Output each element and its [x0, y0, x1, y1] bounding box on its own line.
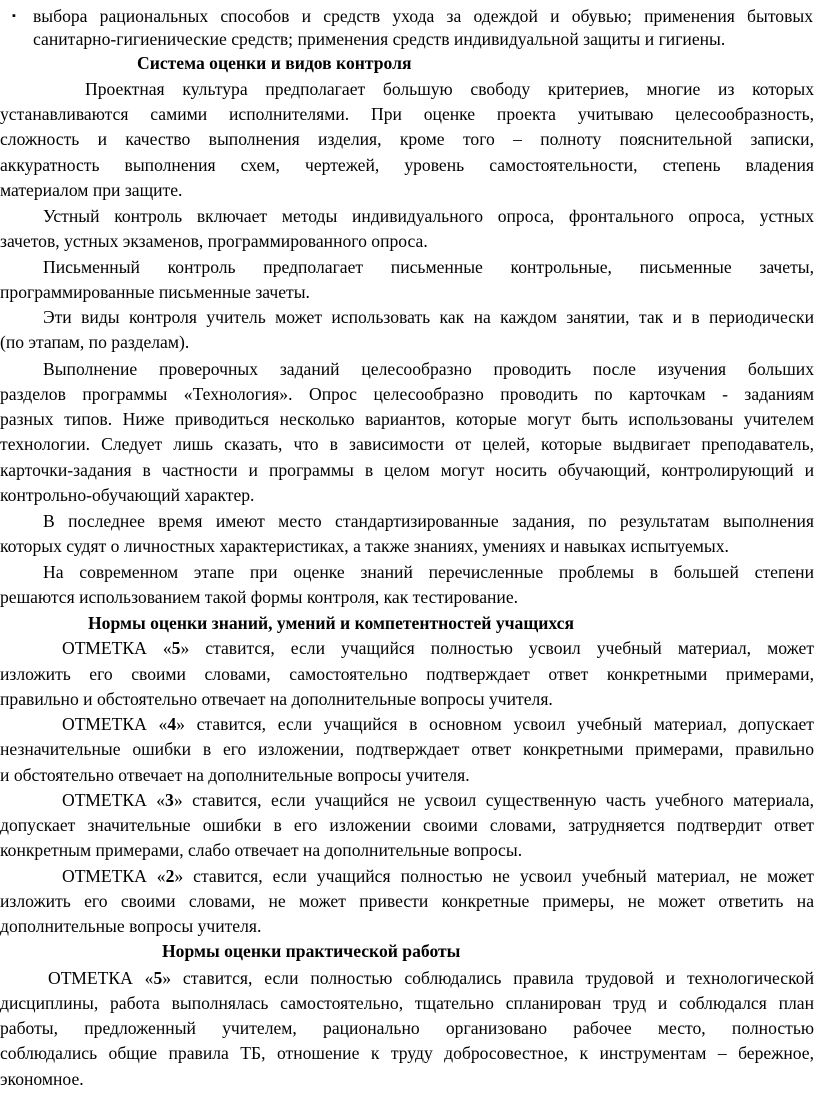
paragraph-line: программированные письменные зачеты. — [0, 281, 310, 302]
paragraph-line: дополнительные вопросы учителя. — [0, 916, 262, 937]
bullet-line: выбора рациональных способов и средств ухода за одеждой и обувью; применения бытовых — [33, 5, 813, 26]
paragraph-line: Письменный контроль предполагает письменные контрольные, письменные зачеты, — [43, 256, 814, 277]
paragraph-line: зачетов, устных экзаменов, программированного опроса. — [0, 231, 428, 252]
grade-text: » ставится, если учащийся в основном усвоил учебный материал, допускает — [176, 714, 814, 735]
paragraph-line: материалом при защите. — [0, 179, 183, 200]
paragraph-line: В последнее время имеют место стандартизированные задания, по результатам выполнения — [43, 511, 814, 532]
paragraph-line: разделов программы «Технология». Опрос целесообразно проводить по карточкам - заданиям — [0, 383, 814, 404]
paragraph-line: изложить его своими словами, не может привести конкретные примеры, не может ответить на — [0, 890, 814, 911]
grade-label: ОТМЕТКА « — [48, 967, 154, 988]
paragraph-line: работы, предложенный учителем, рационально организовано рабочее место, полностью — [0, 1018, 814, 1039]
paragraph-line: незначительные ошибки в его изложении, подтверждает ответ конкретными примерами, правильно — [0, 739, 814, 760]
grade-label: ОТМЕТКА « — [62, 865, 166, 886]
grade-label: ОТМЕТКА « — [62, 638, 172, 659]
grade-mark: 5 — [153, 967, 163, 988]
grade-mark: 2 — [165, 865, 175, 886]
paragraph-line: дисциплины, работа выполнялась самостоятельно, тщательно спланирован труд и соблюдался план — [0, 992, 814, 1013]
paragraph-line: сложность и качество выполнения изделия, кроме того – полноту пояснительной записки, — [0, 129, 814, 150]
paragraph-line: аккуратность выполнения схем, чертежей, уровень самостоятельности, степень владения — [0, 154, 814, 175]
grade-item — [48, 965, 814, 991]
paragraph-line: (по этапам, по разделам). — [0, 332, 190, 353]
paragraph-line: и обстоятельно отвечает на дополнительные вопросы учителя. — [0, 764, 470, 785]
grade-text: » ставится, если полностью соблюдались правила трудовой и технологической — [162, 967, 814, 988]
paragraph-line: Проектная культура предполагает большую свободу критериев, многие из которых — [85, 78, 814, 99]
grade-item — [62, 711, 814, 737]
grade-mark: 3 — [165, 789, 174, 810]
paragraph-line: карточки-задания в частности и программы в целом могут носить обучающий, контролирующий и — [0, 459, 814, 480]
section-heading: Нормы оценки практической работы — [162, 941, 461, 962]
paragraph-line: устанавливаются самими исполнителями. При оценке проекта учитываю целесообразность, — [0, 104, 814, 125]
paragraph-line: изложить его своими словами, самостоятельно подтверждает ответ конкретными примерами, — [0, 663, 814, 684]
grade-text: » ставится, если учащийся не усвоил существенную часть учебного материала, — [173, 789, 814, 810]
grade-label: ОТМЕТКА « — [62, 789, 166, 810]
grade-text: » ставится, если учащийся полностью не усвоил учебный материал, не может — [174, 865, 814, 886]
grade-label: ОТМЕТКА « — [62, 714, 168, 735]
bullet-line: санитарно-гигиенические средств; применения средств индивидуальной защиты и гигиены. — [33, 29, 726, 50]
paragraph-line: Эти виды контроля учитель может использовать как на каждом занятии, так и в периодически — [43, 307, 814, 328]
paragraph-line: которых судят о личностных характеристиках, а также знаниях, умениях и навыках испытуемых. — [0, 536, 729, 557]
paragraph-line: Выполнение проверочных заданий целесообразно проводить после изучения больших — [43, 358, 814, 379]
section-heading: Система оценки и видов контроля — [137, 52, 412, 73]
section-heading: Нормы оценки знаний, умений и компетентностей учащихся — [88, 613, 574, 634]
paragraph-line: разных типов. Ниже приводиться несколько вариантов, которые могут быть использованы учителем — [0, 409, 814, 430]
grade-item — [62, 787, 814, 813]
bullet-item — [0, 3, 814, 29]
grade-mark: 4 — [167, 714, 177, 735]
paragraph-line: На современном этапе при оценке знаний перечисленные проблемы в большей степени — [43, 561, 814, 582]
paragraph-line: технологии. Следует лишь сказать, что в зависимости от целей, которые выдвигает преподаватель, — [0, 434, 814, 455]
paragraph-line: правильно и обстоятельно отвечает на дополнительные вопросы учителя. — [0, 688, 553, 709]
bullet-square-icon: ▪ — [12, 9, 16, 22]
paragraph-line: конкретным примерами, слабо отвечает на дополнительные вопросы. — [0, 840, 523, 861]
grade-item — [62, 863, 814, 889]
grade-item — [62, 635, 814, 661]
paragraph-line: Устный контроль включает методы индивидуального опроса, фронтального опроса, устных — [43, 206, 814, 227]
paragraph-line: допускает значительные ошибки в его изложении своими словами, затрудняется подтвердит ответ — [0, 815, 814, 836]
paragraph-line: контрольно-обучающий характер. — [0, 484, 255, 505]
grade-mark: 5 — [171, 638, 181, 659]
paragraph-line: решаются использованием такой формы контроля, как тестирование. — [0, 586, 519, 607]
grade-text: » ставится, если учащийся полностью усвоил учебный материал, может — [180, 638, 815, 659]
paragraph-line: соблюдались общие правила ТБ, отношение к труду добросовестное, к инструментам – бережное, — [0, 1043, 814, 1064]
paragraph-line: экономное. — [0, 1068, 84, 1089]
